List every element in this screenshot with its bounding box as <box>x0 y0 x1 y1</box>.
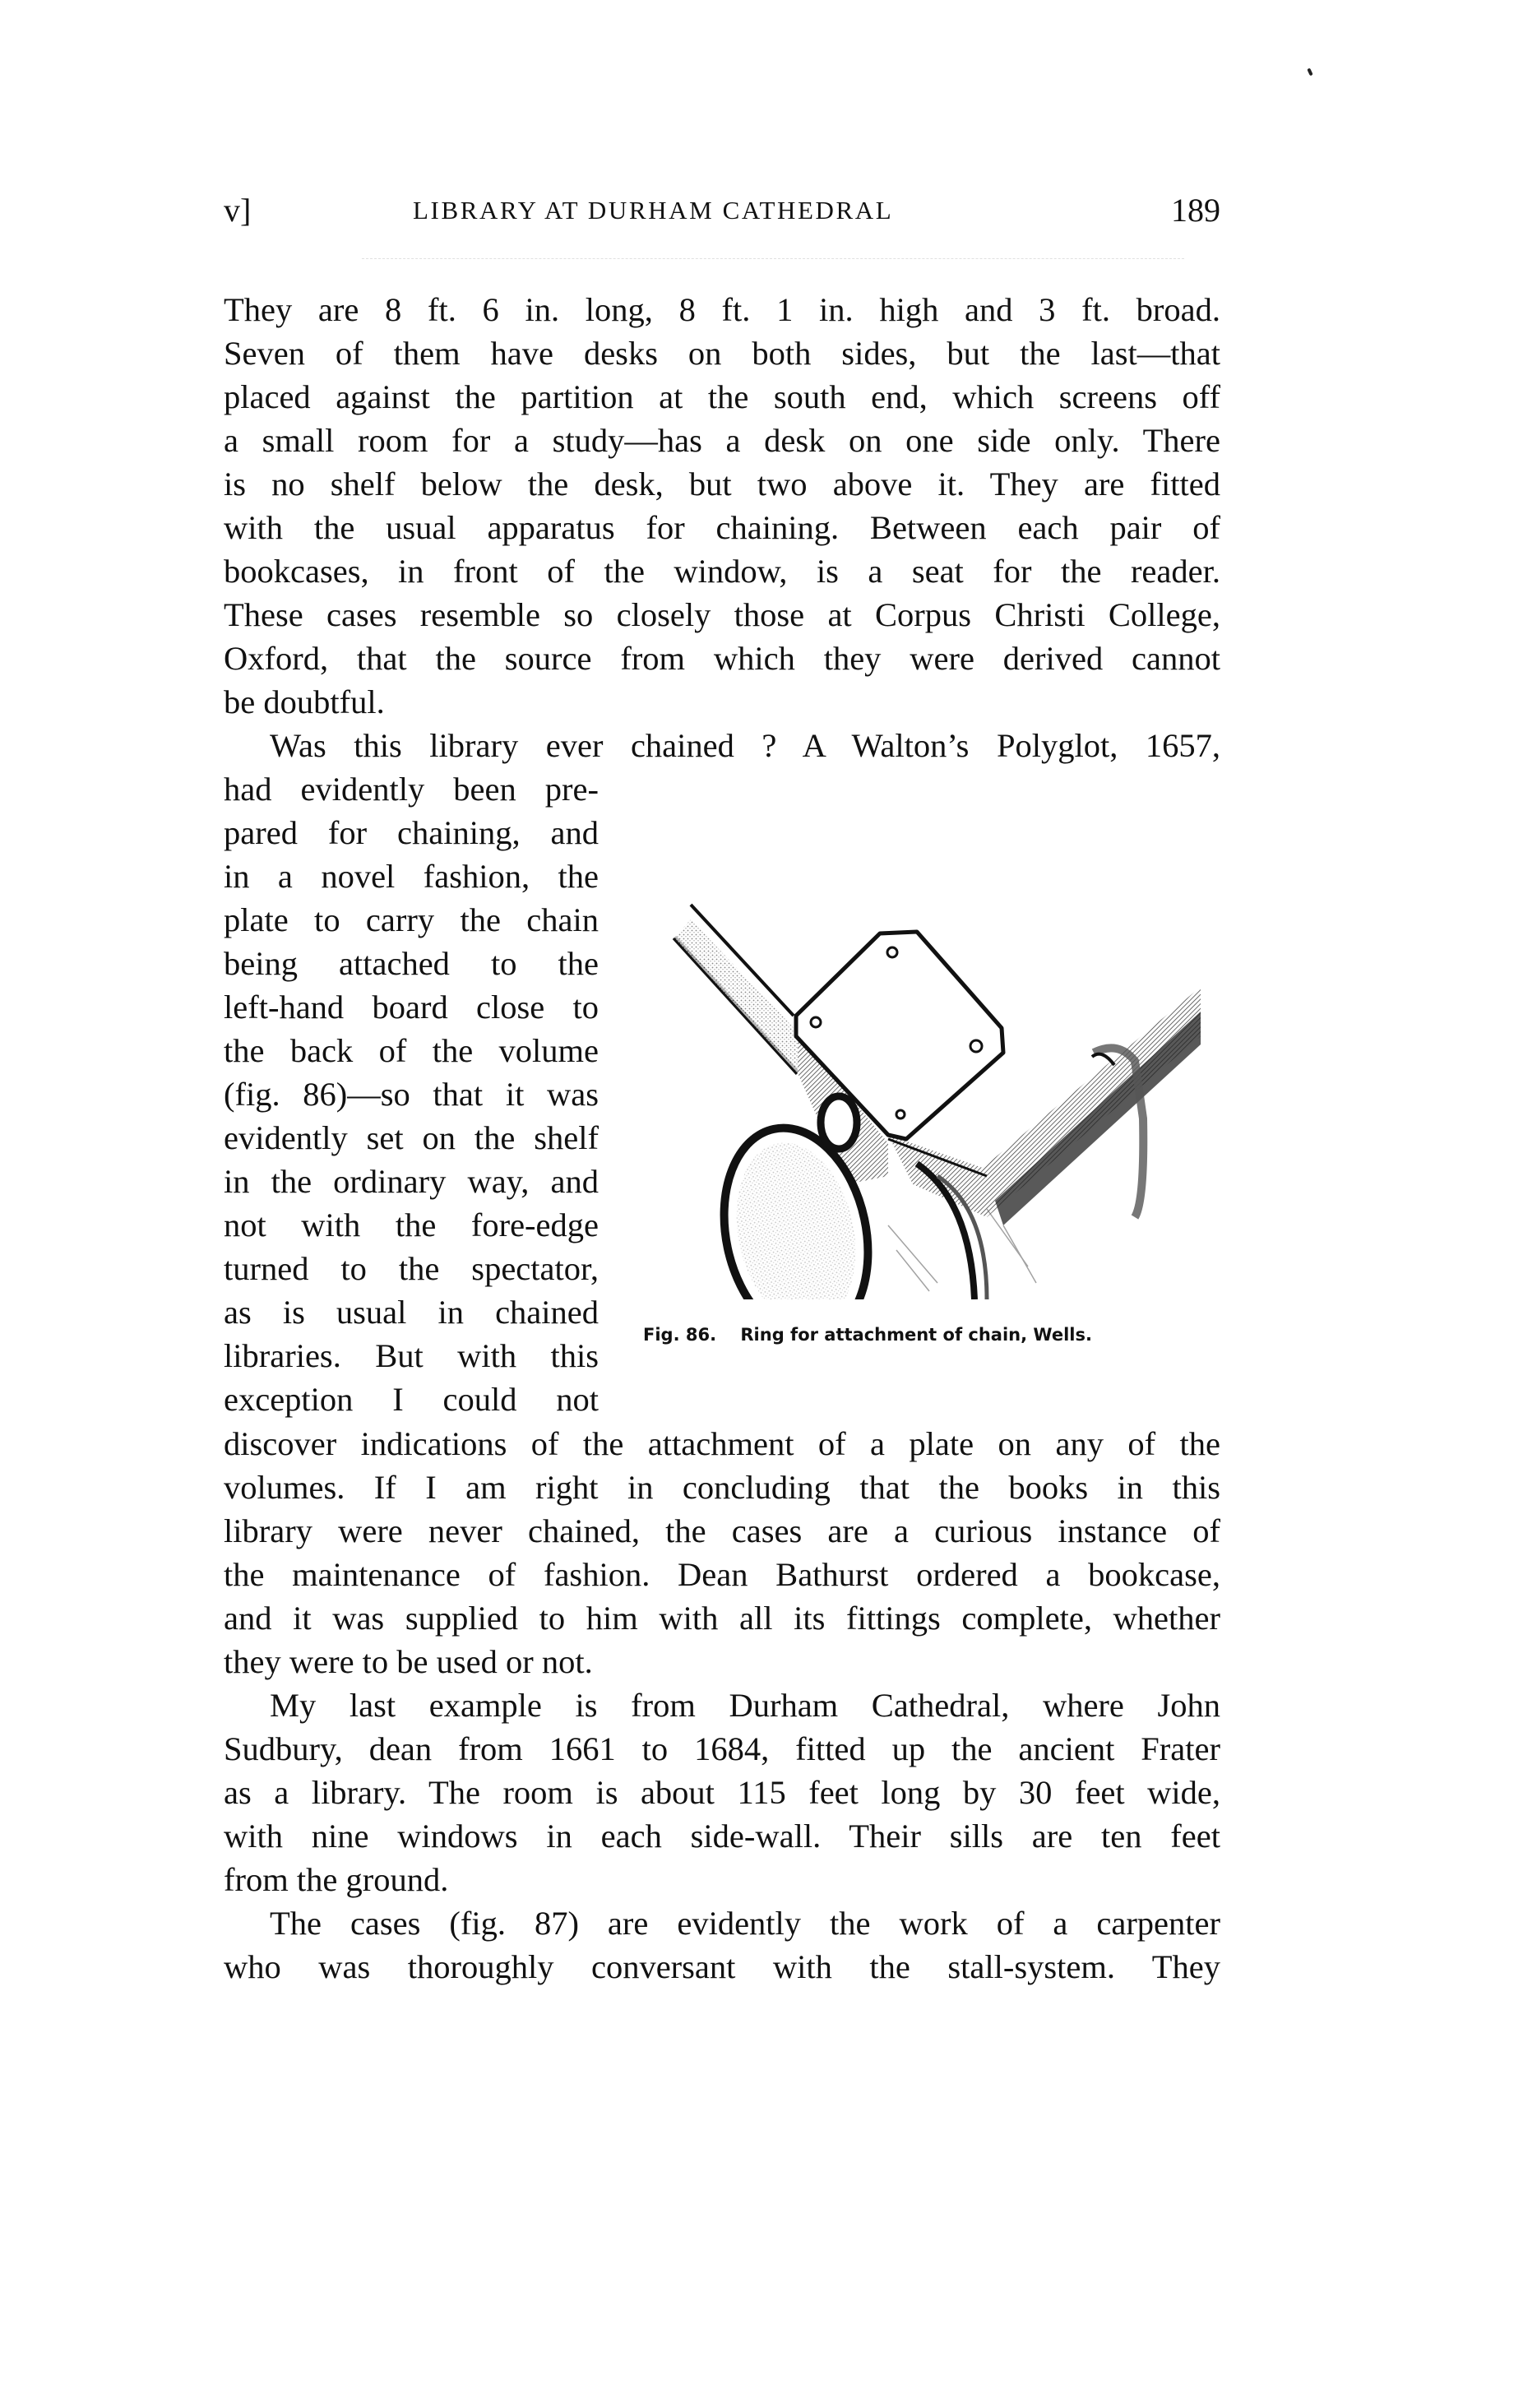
text-line: Oxford, that the source from which they were derived cannot <box>224 640 1220 677</box>
paragraph-block-bottom <box>224 1422 1220 1989</box>
text-line: turned to the spectator, <box>224 1250 599 1287</box>
text-line: with the usual apparatus for chaining. Between each pair of <box>224 509 1220 546</box>
text-line: (fig. 86)—so that it was <box>224 1076 599 1113</box>
text-line: Sudbury, dean from 1661 to 1684, fitted up the ancient Frater <box>224 1730 1220 1767</box>
text-line: libraries. But with this <box>224 1337 599 1374</box>
text-line: These cases resemble so closely those at Corpus Christi College, <box>224 596 1220 633</box>
text-line: The cases (fig. 87) are evidently the work of a carpenter <box>270 1905 1220 1942</box>
text-line: library were never chained, the cases are a curious instance of <box>224 1512 1220 1549</box>
figure-number: Fig. 86. <box>643 1325 717 1345</box>
text-line: as is usual in chained <box>224 1294 599 1331</box>
running-title: LIBRARY AT DURHAM CATHEDRAL <box>413 196 894 225</box>
text-line: not with the fore-edge <box>224 1206 599 1243</box>
text-line: being attached to the <box>224 945 599 982</box>
text-line: left-hand board close to <box>224 989 599 1026</box>
chapter-marker: v] <box>224 192 252 229</box>
running-head <box>224 188 1220 234</box>
text-line: be doubtful. <box>224 683 385 720</box>
text-line: they were to be used or not. <box>224 1643 593 1680</box>
text-line: Seven of them have desks on both sides, but the last—that <box>224 335 1220 372</box>
page-number: 189 <box>1171 192 1220 229</box>
text-line: had evidently been pre- <box>224 771 599 808</box>
text-line: the maintenance of fashion. Dean Bathurst ordered a bookcase, <box>224 1556 1220 1593</box>
text-line: bookcases, in front of the window, is a seat for the reader. <box>224 553 1220 590</box>
text-line: in a novel fashion, the <box>224 858 599 895</box>
text-line: who was thoroughly conversant with the stall-system. They <box>224 1948 1220 1985</box>
text-line: from the ground. <box>224 1861 449 1898</box>
figure-wrap-text-column <box>224 767 599 1421</box>
text-line: They are 8 ft. 6 in. long, 8 ft. 1 in. high and 3 ft. broad. <box>224 291 1220 328</box>
text-line: My last example is from Durham Cathedral, where John <box>270 1687 1220 1724</box>
text-line: evidently set on the shelf <box>224 1119 599 1156</box>
figure-caption <box>643 1322 1202 1347</box>
text-line: a small room for a study—has a desk on one side only. There <box>224 422 1220 459</box>
text-line: with nine windows in each side-wall. Their sills are ten feet <box>224 1818 1220 1855</box>
text-line: volumes. If I am right in concluding that the books in this <box>224 1469 1220 1506</box>
text-line: and it was supplied to him with all its fittings complete, whether <box>224 1600 1220 1637</box>
text-line: Was this library ever chained ? A Walton’s Polyglot, 1657, <box>270 727 1220 764</box>
text-line: pared for chaining, and <box>224 814 599 851</box>
text-line: in the ordinary way, and <box>224 1163 599 1200</box>
figure-86-illustration <box>641 855 1201 1299</box>
paragraph-block-top <box>224 288 1220 767</box>
text-line: the back of the volume <box>224 1032 599 1069</box>
text-line: placed against the partition at the south end, which screens off <box>224 378 1220 415</box>
text-line: exception I could not <box>224 1381 599 1418</box>
header-rule <box>362 258 1184 259</box>
text-line: is no shelf below the desk, but two above it. They are fitted <box>224 465 1220 502</box>
text-line: discover indications of the attachment of a plate on any of the <box>224 1425 1220 1462</box>
figure-caption-text: Ring for attachment of chain, Wells. <box>740 1325 1092 1345</box>
text-line: as a library. The room is about 115 feet long by 30 feet wide, <box>224 1774 1220 1811</box>
text-line: plate to carry the chain <box>224 901 599 938</box>
scan-speck <box>1307 68 1312 76</box>
chain-ring-drawing <box>641 855 1201 1299</box>
